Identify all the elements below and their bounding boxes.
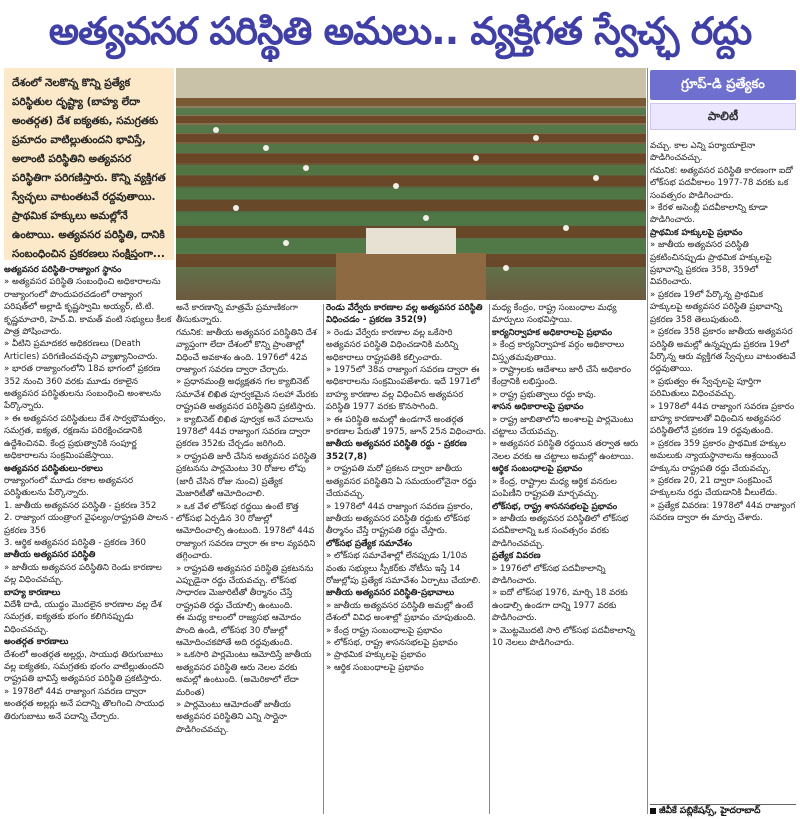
paragraph: వచ్చు. కాల ఎన్ని పర్యాయాలైనా పొడిగించవచ్చు. [650,141,756,164]
paragraph: » ఆర్థిక సంబంధాలపై ప్రభావం [326,662,488,674]
section-subheading: ఆర్థిక సంబంధాలపై ప్రభావం [492,464,583,475]
section-subheading: జాతీయ అత్యవసర పరిస్థితి [4,550,96,561]
paragraph: » జాతీయ అత్యవసర పరిస్థితిలో లోక్‌సభ పదవీకాలాన్ని ఒక సంవత్సరం వరకు పొడిగించవచ్చు. [492,513,646,550]
section-subheading: జాతీయ అత్యవసర పరిస్థితి-ప్రభావాలు [326,588,455,599]
paragraph: » జాతీయ అత్యవసర పరిస్థితిని రెండు కారణాల వల్ల విధించవచ్చు. [4,562,174,587]
paragraph: » రాష్ట్రాలకు ఆదేశాలు జారీ చేసే అధికారం కేంద్రానికి లభిస్తుంది. [492,364,646,389]
paragraph: » ప్రభుత్వం ఈ స్వేచ్ఛలపై పూర్తిగా పరిమితులు విధించవచ్చు. [650,376,796,401]
paragraph: » లోక్‌సభ, రాష్ట్ర శాసనసభలపై ప్రభావం [326,637,488,649]
paragraph: » రాష్ట్రపతి అత్యవసర పరిస్థితి ప్రకటనను ఎప్పుడైనా రద్దు చేయవచ్చు. లోక్‌సభ సాధారణ మెజారిటీతో తీర్మానం చేస్తే రాష్ట్రపతి రద్దు చేయాల్సి ఉంటుంది. [176,563,322,613]
column-divider [489,304,490,814]
bullet-square-icon [650,808,656,814]
paragraph: » ఒకసారి పార్లమెంటు ఆమోదిస్తే జాతీయ అత్యవసర పరిస్థితి ఆరు నెలల వరకు అమల్లో ఉంటుంది. (అమెరికాలో లేదా మరింత) [176,649,322,699]
paragraph: » ప్రాథమిక హక్కులపై ప్రభావం [326,649,488,661]
paragraph: » ఈ పరిస్థితి అమల్లో ఉండగానే అంతర్గత కారణాల పేరుతో 1975, జూన్ 25న విధించారు. [326,414,488,439]
section-tag-polity: పాలిటీ [650,103,796,130]
paragraph: » రాష్ట్ర ప్రభుత్వాలు రద్దు కావు. [492,389,646,401]
paragraph: » జాతీయ అత్యవసర పరిస్థితి అమల్లో ఉంటే దేశంలో వివిధ అంశాల్లో ప్రభావం చూపుతుంది. [326,600,488,625]
author-credit [650,804,796,818]
paragraph: గమనిక: జాతీయ అత్యవసర పరిస్థితిని దేశ వ్యాప్తంగా లేదా దేశంలో కొన్ని ప్రాంతాల్లో విధించే అవకాశం ఉంది. 1976లో 42వ రాజ్యాంగ సవరణ ద్వారా చేర్చారు. [176,327,317,376]
article-column-2 [176,302,322,816]
paragraph: » 1978లో 44వ రాజ్యాంగ సవరణ ప్రకారం బాహ్య కారణాలతో విధించిన అత్యవసర పరిస్థితిలోనే ప్రకరణ 19 రద్దవుతుంది. [650,401,796,438]
section-subheading: అత్యవసర పరిస్థితులు-రకాలు [4,463,103,474]
page-headline: అత్యవసర పరిస్థితి అమలు.. వ్యక్తిగత స్వేచ్ఛ రద్దు [48,9,752,53]
paragraph: » 1975లో 38వ రాజ్యాంగ సవరణ ద్వారా ఈ అధికారాలను సంక్రమింపజేశారు. ఇదే 1971లో బాహ్య కారణాల వల్ల విధించిన అత్యవసర పరిస్థితి 1977 వరకు కొనసాగింది. [326,364,488,414]
paragraph: » రాష్ట్రపతి జారీ చేసిన అత్యవసర పరిస్థితి ప్రకటనను పార్లమెంటు 30 రోజుల లోపు (జారీ చేసిన రోజు నుంచి) ప్రత్యేక మెజారిటీతో ఆమోదించాలి. [176,451,322,501]
paragraph: » ఈ అత్యవసర పరిస్థితులు దేశ సార్వభౌమత్వం, సమగ్రత, ఐక్యత, రక్షణను పరిరక్షించడానికి ఉద్దేశించినవి. కేంద్ర ప్రభుత్వానికి సంపూర్ణ అధికారాలను సంక్రమింపజేస్తాయి. [4,413,174,463]
paragraph: 1. జాతీయ అత్యవసర పరిస్థితి - ప్రకరణ 352 [4,500,157,511]
paragraph: 2. రాజ్యాంగ యంత్రాంగ వైఫల్యం/రాష్ట్రపతి పాలన - ప్రకరణ 356 [4,513,174,536]
paragraph: » అత్యవసర పరిస్థితి రద్దయిన తర్వాత ఆరు నెలల వరకు ఆ చట్టాలు అమల్లో ఉంటాయి. [492,438,646,463]
intro-box: దేశంలో నెలకొన్న కొన్ని ప్రత్యేక పరిస్థితుల దృష్ట్యా (బాహ్య లేదా అంతర్గత) దేశ ఐక్యతకు, సమగ్రతకు ప్రమాదం వాటిల్లుతుందని భావిస్తే, అలాంటి పరిస్థితిని అత్యవసర పరిస్థితిగా పరిగణిస్తారు. కొన్ని వ్యక్తిగత స్వేచ్ఛలు వాటంతటవే రద్దవుతాయి. ప్రాథమిక హక్కులు అమల్లోనే ఉంటాయి. అత్యవసర పరిస్థితి, దానికి సంబంధించిన ప్రకరణలు సంక్షిప్తంగా... [4,68,174,260]
paragraph: రాజ్యాంగంలో మూడు రకాల అత్యవసర పరిస్థితులను పేర్కొన్నారు. [4,475,134,499]
section-subheading: లోక్‌సభ ప్రత్యేక సమావేశం [326,538,413,549]
paragraph: » పార్లమెంటు ఆమోదంతో జాతీయ అత్యవసర పరిస్థితిని ఎన్ని సార్లైనా పొడిగించవచ్చు. [176,699,322,736]
paragraph: దేశంలో అంతర్గత అల్లర్లు, సాయుధ తిరుగుబాటు వల్ల ఐక్యతకు, సమగ్రతకు భంగం వాటిల్లుతుందని రాష్ట్రపతి భావిస్తే అత్యవసర పరిస్థితి ప్రకటిస్తారు. [4,649,164,685]
paragraph: » వీటిని ప్రమాదకర అధికరణలు (Death Articles) పరిగణించవచ్చని వ్యాఖ్యానించారు. [4,338,174,363]
section-subheading: లోక్‌సభ, రాష్ట్ర శాసనసభలపై ప్రభావం [492,501,618,512]
section-subheading: ప్రాథమిక హక్కులపై ప్రభావం [650,227,743,238]
article-column-4 [492,302,646,816]
section-subheading: కార్యనిర్వాహక అధికారాలపై ప్రభావం [492,327,613,338]
paragraph: » కేరళ అసెంబ్లీ పదవీకాలాన్ని కూడా పొడిగించారు. [650,202,796,227]
paragraph: » ప్రత్యేక వివరణ: 1978లో 44వ రాజ్యాంగ సవరణ ద్వారా ఈ మార్పు చేశారు. [650,500,796,525]
paragraph: » రాష్ట్రపతి మరో ప్రకటన ద్వారా జాతీయ అత్యవసర పరిస్థితిని ఏ సమయంలోనైనా రద్దు చేయవచ్చు. [326,463,488,500]
paragraph: » కేంద్ర రాష్ట్ర సంబంధాలపై ప్రభావం [326,625,488,637]
article-column-3 [326,302,488,816]
paragraph: » రాష్ట్ర జాబితాలోని అంశాలపై పార్లమెంటు చట్టాలు చేయవచ్చు. [492,414,646,439]
paragraph: » రెండు వేర్వేరు కారణాల వల్ల ఒకేసారి అత్యవసర పరిస్థితి విధించడానికి మరిన్ని అధికారాలు రాష్ట్రపతికి కల్పించారు. [326,327,488,364]
paragraph: » భారత రాజ్యాంగంలోని 18వ భాగంలో ప్రకరణ 352 నుంచి 360 వరకు మూడు రకాలైన అత్యవసర పరిస్థితులను సంబంధించి అంశాలను పేర్కొన్నారు. [4,363,174,413]
paragraph: » 1978లో 44వ రాజ్యాంగ సవరణ ద్వారా అంతర్గత అల్లర్లు అనే పదాన్ని తొలగించి సాయుధ తిరుగుబాటు అనే పదాన్ని చేర్చారు. [4,686,174,723]
paragraph: » క్యాబినెట్ లిఖిత పూర్వక అనే పదాలను 1978లో 44వ రాజ్యాంగ సవరణ ద్వారా ప్రకరణ 352కు చేర్చడం జరిగింది. [176,414,322,451]
paragraph: » ప్రకరణ 358 ప్రకారం జాతీయ అత్యవసర పరిస్థితి అమల్లో ఉన్నప్పుడు ప్రకరణ 19లో పేర్కొన్న ఆరు వ్యక్తిగత స్వేచ్ఛలు వాటంతటవే రద్దవుతాయి. [650,326,796,376]
author-name: జీవీకే పబ్లికేషన్స్, హైదరాబాద్ [659,806,761,816]
paragraph: » ఐదో లోక్‌సభ 1976, మార్చి 18 వరకు ఉండాల్సి ఉండగా దాన్ని 1977 వరకు పొడిగించారు. [492,587,646,624]
section-subheading: అత్యవసర పరిస్థితి-రాజ్యాంగ స్థానం [4,265,122,275]
paragraph: గమనిక: అత్యవసర పరిస్థితి కారణంగా ఐదో లోక్‌సభ పదవీకాలం 1977-78 వరకు ఒక సంవత్సరం పొడిగించారు. [650,165,793,201]
article-column-1 [4,264,174,816]
paragraph: » ప్రధానమంత్రి అధ్యక్షతన గల క్యాబినెట్ సమావేశ లిఖిత పూర్వకమైన సలహా మేరకు రాష్ట్రపతి అత్యవసర పరిస్థితిని ప్రకటిస్తారు. [176,376,322,413]
parliament-photo [176,68,646,300]
section-subheading: ప్రత్యేక వివరణ [492,551,541,562]
paragraph: విదేశీ దాడి, యుద్ధం మొదలైన కారణాల వల్ల దేశ సమగ్రత, ఐక్యతకు భంగం కలిగినప్పుడు విధించవచ్చు. [4,599,162,635]
paragraph: » 1978లో 44వ రాజ్యాంగ సవరణ ప్రకారం, జాతీయ అత్యవసర పరిస్థితి రద్దుకు లోక్‌సభ తీర్మానం చేస్తే రాష్ట్రపతి రద్దు చేస్తారు. [326,501,488,538]
article-column-5 [650,140,796,804]
section-subheading: శాసన అధికారాలపై ప్రభావం [492,402,584,413]
section-subheading: రెండు వేర్వేరు కారణాల వల్ల అత్యవసర పరిస్థితి విధించడం - ప్రకరణ 352(9) [326,303,483,326]
paragraph: » ప్రకరణ 359 ప్రకారం ప్రాథమిక హక్కుల అమలుకు న్యాయస్థానాలను ఆశ్రయించే హక్కును రాష్ట్రపతి రద్దు చేయవచ్చు. [650,438,796,475]
paragraph: » కేంద్ర కార్యనిర్వాహక వర్గం అధికారాలు విస్తృతమవుతాయి. [492,339,646,364]
paragraph: » ప్రకరణ 20, 21 ద్వారా సంక్రమించే హక్కులను రద్దు చేయడానికి వీలులేదు. [650,475,796,500]
paragraph: » అత్యవసర పరిస్థితి సంబంధించి అధికారాలను రాజ్యాంగంలో పొందుపరచడంలో రాజ్యాంగ పరిషత్‌లో అల్లాడి కృష్ణస్వామి అయ్యర్, టి.టి. కృష్ణమాచారి, హెచ్.వి. కామత్ వంటి సభ్యులు కీలక పాత్ర పోషించారు. [4,276,174,338]
section-subheading: అంతర్గత కారణాలు [4,637,69,648]
paragraph: » 1976లో లోక్‌సభ పదవీకాలాన్ని పొడిగించారు. [492,563,646,588]
group-d-special-banner: గ్రూప్-డి ప్రత్యేకం [650,70,796,100]
column-divider [323,304,324,814]
parliament-illustration [176,68,646,300]
paragraph: » ఒక వేళ లోక్‌సభ రద్దయి ఉంటే కొత్త లోక్‌సభ ఏర్పడిన 30 రోజుల్లో ఆమోదించాల్సి ఉంటుంది. 1978లో 44వ రాజ్యాంగ సవరణ ద్వారా ఈ కాల వ్యవధిని తగ్గించారు. [176,501,322,563]
section-subheading: జాతీయ అత్యవసర పరిస్థితి రద్దు - ప్రకరణ 352(7,8) [326,439,467,462]
paragraph: » జాతీయ అత్యవసర పరిస్థితి ప్రకటించినప్పుడు ప్రాథమిక హక్కులపై ప్రభావాన్ని ప్రకరణ 358, 359లో వివరించారు. [650,239,796,289]
paragraph: » ప్రకరణ 19లో పేర్కొన్న ప్రాథమిక హక్కులపై అత్యవసర పరిస్థితి ప్రభావాన్ని ప్రకరణ 358 తెలుపుతుంది. [650,289,796,326]
paragraph: » కేంద్ర, రాష్ట్రాల మధ్య ఆర్థిక వనరుల పంపిణీని రాష్ట్రపతి మార్చవచ్చు. [492,476,646,501]
paragraph: ఈ మధ్య కాలంలో రాజ్యసభ ఆమోదం పొంది ఉండి, లోక్‌సభ 30 రోజుల్లో ఆమోదించకపోతే అది రద్దవుతుంది. [176,613,301,648]
paragraph: అనే కారణాన్ని మాత్రమే ప్రమాణికంగా తీసుకున్నారు. [176,303,298,326]
section-subheading: బాహ్య కారణాలు [4,587,61,598]
paragraph: మధ్య కేంద్రం, రాష్ట్ర సంబంధాల మధ్య మార్పులు సంభవిస్తాయి. [492,303,617,326]
paragraph: » లోక్‌సభ సమావేశాల్లో లేనప్పుడు 1/10వ వంతు సభ్యులు స్పీకర్‌కు నోటీసు ఇస్తే 14 రోజుల్లోపు ప్రత్యేక సమావేశం ఏర్పాటు చేయాలి. [326,550,488,587]
paragraph: 3. ఆర్థిక అత్యవసర పరిస్థితి - ప్రకరణ 360 [4,537,146,548]
column-divider [647,68,648,814]
paragraph: » మొట్టమొదటి సారి లోక్‌సభ పదవీకాలాన్ని 10 నెలలు పొడిగించారు. [492,625,646,650]
